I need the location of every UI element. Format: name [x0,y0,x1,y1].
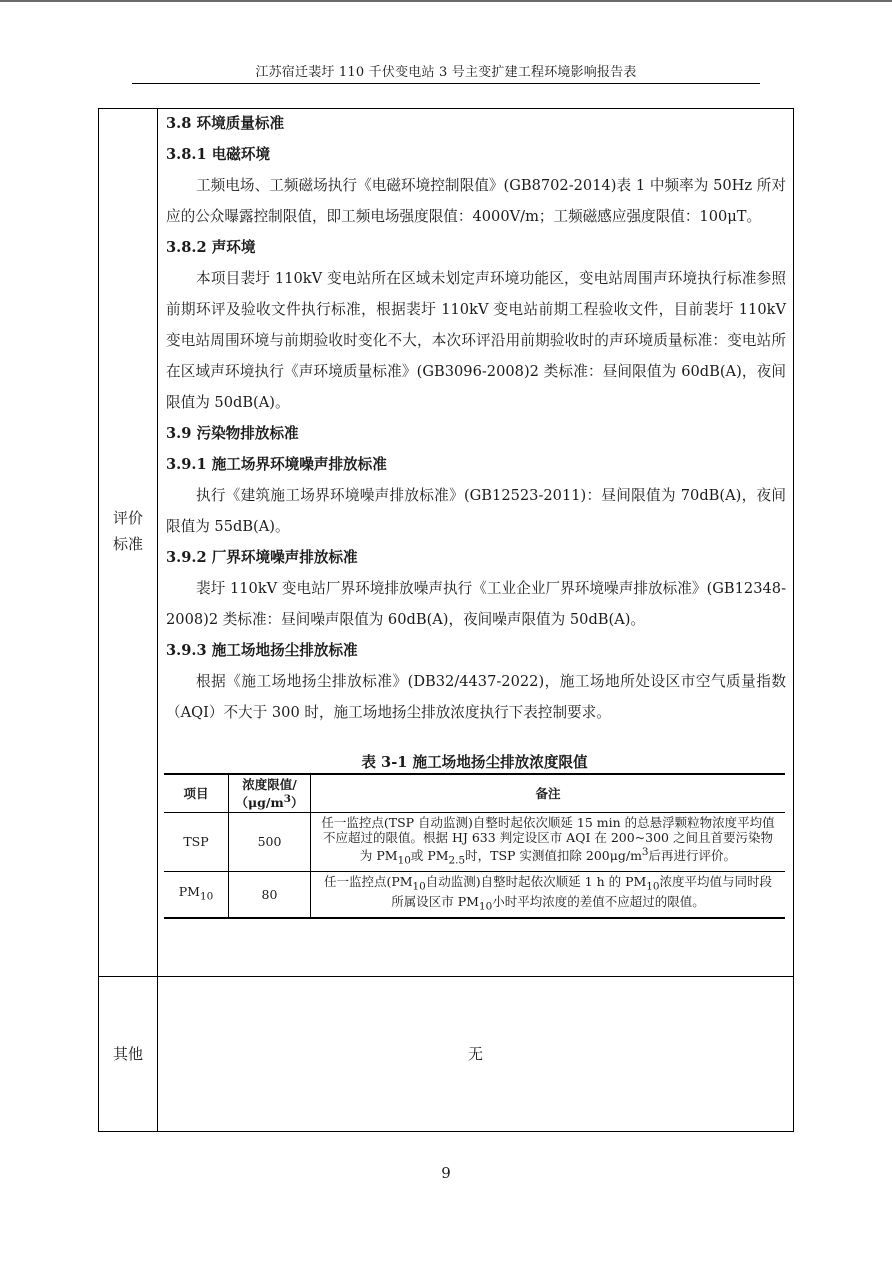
cell-note-tsp [311,813,786,872]
heading-3-9-2: 3.9.2 厂界环境噪声排放标准 [166,549,358,566]
cell-value-pm10: 80 [229,871,311,918]
row-other-value: 无 [467,1045,483,1063]
note-pm10-a: 任一监控点(PM [323,873,413,889]
note-tsp-a: 任一监控点(TSP 自动监测)自整时起依次顺延 15 min 的总悬浮颗粒物浓度平均值不应超过的限值。根据 HJ 633 判定设区市 AQI 在 200~300 之间且首要污染物为 PM [321,815,775,864]
top-border-line [0,0,892,2]
dust-limit-table [164,773,785,919]
heading-3-8-2: 3.8.2 声环境 [166,239,256,256]
row-label-evaluation-standard [99,505,157,557]
note-tsp-c: 时，TSP 实测值扣除 200μg/m [465,848,642,864]
header-conc-line1: 浓度限值/ [242,776,297,792]
header-rule [132,83,760,84]
heading-3-8-1: 3.8.1 电磁环境 [166,146,271,163]
heading-3-9: 3.9 污染物排放标准 [166,425,299,442]
cell-value-tsp: 500 [229,813,311,872]
header-cell-item: 项目 [164,774,229,813]
note-pm10-c: 浓度平均值与同时段所属设区市 PM [391,873,773,910]
paragraph-3-8-1: 工频电场、工频磁场执行《电磁环境控制限值》(GB8702-2014)表 1 中频率为 50Hz 所对应的公众曝露控制限值，即工频电场强度限值：4000V/m；工频磁感应强度限值：100μT。 [166,177,786,225]
note-pm10-a-sub: 10 [412,880,426,893]
table-row [164,871,785,918]
note-tsp-d: 后再进行评价。 [648,848,737,864]
note-pm10-c-sub: 10 [478,900,493,913]
row-label-other: 其他 [112,1045,143,1063]
note-tsp-a-sub: 10 [397,854,411,867]
paragraph-3-8-2: 本项目裴圩 110kV 变电站所在区域未划定声环境功能区，变电站周围声环境执行标准参照前期环评及验收文件执行标准，根据裴圩 110kV 变电站前期工程验收文件，目前裴圩 110kV 变电站周围环境与前期验收时变化不大，本次环评沿用前期验收时的声环境质量标准：变电站所在区域声环境执行《声环境质量标准》(GB3096-2008)2 类标准：昼间限值为 60dB(A)，夜间限值为 50dB(A)。 [166,270,786,411]
paragraph-3-9-3: 根据《施工场地扬尘排放标准》(DB32/4437-2022)，施工场地所处设区市空气质量指数（AQI）不大于 300 时，施工场地扬尘排放浓度执行下表控制要求。 [166,673,786,721]
heading-3-9-3: 3.9.3 施工场地扬尘排放标准 [166,642,358,659]
cell-note-pm10 [311,871,786,918]
evaluation-standard-content [166,108,786,728]
label-column-divider [157,109,158,1131]
heading-3-8: 3.8 环境质量标准 [166,115,285,132]
heading-3-9-1: 3.9.1 施工场界环境噪声排放标准 [166,456,387,473]
table-row [164,813,785,872]
cell-item-tsp: TSP [164,813,229,872]
row-divider [99,976,793,977]
item-pm10-pre: PM [178,883,200,899]
header-conc-unit-post: ） [290,795,304,811]
paragraph-3-9-2: 裴圩 110kV 变电站厂界环境排放噪声执行《工业企业厂界环境噪声排放标准》(GB12348-2008)2 类标准：昼间噪声限值为 60dB(A)，夜间噪声限值为 50dB(A)。 [166,580,786,628]
item-pm10-sub: 10 [199,890,214,903]
header-conc-unit-pre: （μg/m [235,795,284,811]
note-pm10-d: 小时平均浓度的差值不应超过的限值。 [492,894,705,910]
note-tsp-b-sub: 2.5 [448,854,466,867]
header-conc-unit-sup: 3 [283,792,291,805]
running-header-title: 江苏宿迁裴圩 110 千伏变电站 3 号主变扩建工程环境影响报告表 [255,65,637,80]
table-header-row [164,774,785,813]
header-cell-concentration [229,774,311,813]
note-tsp-b: 或 PM [410,848,449,864]
note-tsp-c-sup: 3 [641,846,649,858]
cell-item-pm10 [164,871,229,918]
row-label-evaluation-text: 评价 标准 [112,509,143,553]
note-pm10-b-sub: 10 [646,880,660,893]
page-number: 9 [441,1164,451,1182]
paragraph-3-9-1: 执行《建筑施工场界环境噪声排放标准》(GB12523-2011)：昼间限值为 70dB(A)，夜间限值为 55dB(A)。 [166,487,786,535]
header-cell-note: 备注 [311,774,786,813]
table-3-1-title: 表 3-1 施工场地扬尘排放浓度限值 [361,754,588,771]
note-pm10-b: 自动监测)自整时起依次顺延 1 h 的 PM [425,873,647,889]
